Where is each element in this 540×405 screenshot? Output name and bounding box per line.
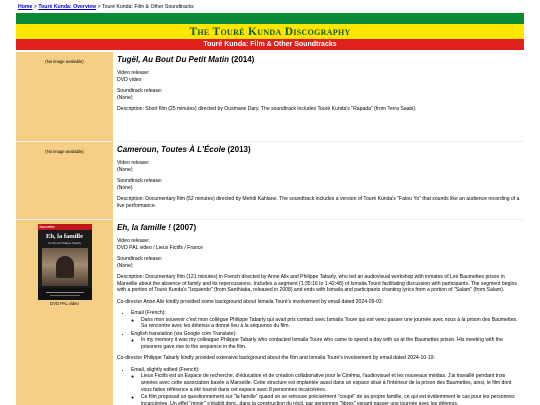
soundtrack-release-label: Soundtrack release: bbox=[117, 178, 163, 185]
entry-description: Description: Documentary film (121 minutes) in French directed by Anne Alix and Philippe Tabarly, who led an audiovisual workshop with inmates of Les Baumettes prison in Marseille about the absence of family and its repercussions. Includes a segment (1:35:16 to 1:42:48) of Ismaila Touré facilitating discussion with participants. The segment begins with a portion of Touré Kunda's "Izquierdo" (from Santhiaba, released in 2008) and ends with Ismaila and participants chanting lyrics from a portion of "Salam" (from Salam). bbox=[117, 274, 517, 294]
breadcrumb-current: Touré Kunda: Film & Other Soundtracks bbox=[102, 4, 194, 10]
image-caption: (No image available) bbox=[45, 59, 84, 64]
list-item: ◦ Dans mon souvenir c'est mon collègue Philippe Tabarly qui avait pris contact avec Ismaila Toure qui est venu passer une journée avec nous à la prison des Baumettes. Sa rencontre avec les détenus a donné lieu à la séquence du film. bbox=[141, 317, 520, 330]
entry-description: Description: Documentary film (52 minutes) directed by Mehdi Kahlane. The soundtrack includes a version of Touré Kunda's "Fatou Yo" that sounds like an audience recording of a live performance. bbox=[117, 196, 520, 209]
entry-image-cell bbox=[16, 220, 113, 405]
email-french-label: Email, slightly edited (French): bbox=[131, 366, 200, 373]
entry-title-text: Tugël, Au Bout Du Petit Matin bbox=[117, 55, 229, 64]
video-release-value: (None) bbox=[117, 166, 133, 173]
soundtrack-release bbox=[117, 178, 520, 191]
entry-title bbox=[117, 55, 520, 65]
email-english-label: English translation (via Google com Translate): bbox=[131, 330, 237, 337]
list-item: ◦ Ce film proposait un questionnement sur "la famille" quand on se retrouve précisément "coupé" de sa propre famille, ce qui est évidemment le cas pour les personnes incarcérées. Un effet "miroir" s'établit donc, dans la construction du récit, par personnes "libres" venant passer une journée avec les détenus. bbox=[141, 394, 520, 405]
background-note: Co-director Anne Alix kindly provided some background about Ismaila Touré's involvement by email dated 2024-09-02: bbox=[117, 298, 384, 305]
video-release-label: Video release: bbox=[117, 238, 150, 245]
soundtrack-release-value: (None) bbox=[117, 262, 133, 269]
entry-tugel bbox=[16, 52, 524, 142]
background-note: Co-director Philippe Tabarly kindly provided extensive background about the film and Ismaila Touré's involvement by email dated 2024-10-19: bbox=[117, 355, 435, 362]
image-caption: DVD PAL video bbox=[50, 301, 79, 306]
video-release bbox=[117, 238, 520, 251]
entry-year: (2007) bbox=[170, 223, 197, 232]
breadcrumb bbox=[18, 4, 194, 10]
soundtrack-release bbox=[117, 88, 520, 101]
video-release-label: Video release: bbox=[117, 160, 150, 167]
banner-green-band bbox=[16, 13, 524, 24]
list-item: ◦ Lieux Fictifs est un Espace de recherche, d'éducation et de création collaborative pour le Cinéma, l'audiovisuel et les nouveaux médias. J'ai travaillé pendant trois années avec cette association basée à Marseille. Cette structure est implantée aussi dans un espace situé à l'intérieur de la prison des Baumettes, ainsi, le film dont vous faites référence a été tourné dans cet espace avec 8 personnes incarcérées. bbox=[141, 373, 520, 393]
breadcrumb-home-link[interactable]: Home bbox=[18, 4, 33, 10]
entry-year: (2014) bbox=[229, 55, 255, 64]
breadcrumb-separator: > bbox=[96, 4, 103, 10]
entry-description: Description: Short film (25 minutes) directed by Ousmane Dary. The soundtrack includes Touré Kunda's "Rapada" (from Terra Saabi). bbox=[117, 106, 417, 113]
email-list bbox=[117, 367, 520, 405]
entry-cameroun bbox=[16, 142, 524, 220]
soundtrack-release-value: (None) bbox=[117, 184, 133, 191]
entry-image-cell bbox=[16, 52, 113, 141]
entry-content bbox=[113, 142, 524, 219]
entry-eh-la-famille bbox=[16, 220, 524, 405]
email-french-label: Email (French): bbox=[131, 310, 166, 317]
entry-content bbox=[113, 220, 524, 405]
entry-title bbox=[117, 145, 520, 155]
page-subtitle: Touré Kunda: Film & Other Soundtracks bbox=[203, 41, 337, 48]
soundtrack-release-label: Soundtrack release: bbox=[117, 256, 163, 263]
image-caption: (No image available) bbox=[45, 149, 84, 154]
list-item bbox=[131, 367, 520, 405]
email-list bbox=[117, 310, 520, 350]
entry-title-text: Eh, la famille ! bbox=[117, 223, 171, 232]
breadcrumb-separator: > bbox=[32, 4, 39, 10]
dvd-cover-image bbox=[38, 224, 92, 300]
soundtrack-release-label: Soundtrack release: bbox=[117, 88, 163, 95]
video-release bbox=[117, 160, 520, 173]
entry-content bbox=[113, 52, 524, 141]
entry-list bbox=[16, 52, 524, 405]
poster-footer bbox=[38, 288, 92, 300]
soundtrack-release bbox=[117, 256, 520, 269]
banner-subtitle-band bbox=[16, 39, 524, 50]
site-banner bbox=[16, 13, 524, 50]
video-release bbox=[117, 70, 520, 83]
list-item: ◦ In my memory it was my colleague Philippe Tabarly who contacted Ismaila Toure who came to spend a day with us at the Baumettes prison. His meeting with the prisoners gave rise to the sequence in the film. bbox=[141, 337, 520, 350]
video-release-label: Video release: bbox=[117, 70, 150, 77]
video-release-value: DVD video bbox=[117, 76, 142, 83]
poster-top-text: Baumettes bbox=[38, 224, 92, 230]
poster-subtitle: Un film de Philippe Tabarly bbox=[47, 241, 82, 245]
breadcrumb-overview-link[interactable]: Touré Kunda: Overview bbox=[38, 4, 97, 10]
site-title: The Touré Kunda Discography bbox=[189, 25, 351, 38]
list-item bbox=[131, 331, 520, 351]
entry-title-text: Cameroun, Toutes À L'École bbox=[117, 145, 226, 154]
entry-image-cell bbox=[16, 142, 113, 219]
video-release-value: DVD PAL video / Lieux Fictifs / France bbox=[117, 244, 204, 251]
list-item bbox=[131, 310, 520, 330]
poster-title: Eh, la famille bbox=[45, 233, 83, 240]
poster-photo bbox=[42, 248, 88, 286]
soundtrack-release-value: (None) bbox=[117, 94, 133, 101]
entry-year: (2013) bbox=[225, 145, 251, 154]
banner-title-band bbox=[16, 24, 524, 39]
entry-title bbox=[117, 223, 520, 233]
